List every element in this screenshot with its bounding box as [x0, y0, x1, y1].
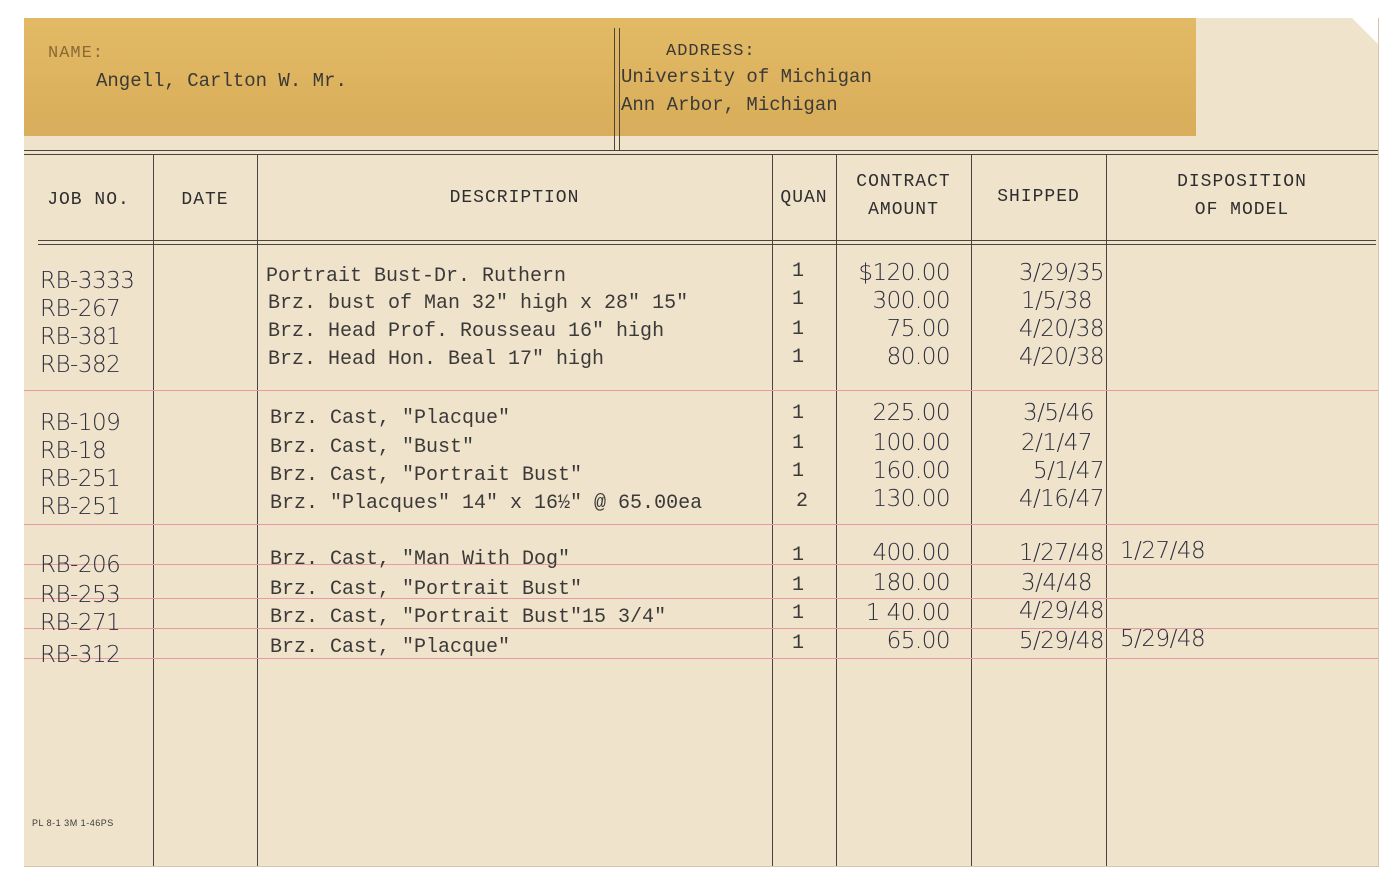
disposition-date: 5/29/48	[1120, 626, 1206, 652]
col-head-job: JOB NO.	[47, 190, 130, 210]
col-divider-amount	[971, 154, 972, 866]
quantity: 1	[792, 460, 805, 483]
index-card	[24, 18, 1379, 867]
description: Brz. Cast, "Placque"	[270, 636, 511, 659]
shipped-date: 4/20/38	[1018, 316, 1104, 342]
description: Brz. Cast, "Portrait Bust"	[270, 464, 583, 487]
job-number: RB-18	[40, 438, 107, 464]
col-head-disposition-line2: OF MODEL	[1194, 200, 1290, 220]
shipped-date: 1/5/38	[1020, 288, 1092, 314]
shipped-date: 5/29/48	[1018, 628, 1104, 654]
header-divider	[614, 28, 615, 150]
address-line-1: University of Michigan	[621, 66, 872, 88]
column-rule-2	[38, 244, 1376, 245]
col-divider-date	[257, 154, 258, 866]
contract-amount: 160.00	[872, 458, 950, 484]
description: Brz. Head Prof. Rousseau 16" high	[268, 320, 665, 343]
header-rule	[24, 150, 1378, 151]
form-code: PL 8-1 3M 1-46PS	[32, 818, 114, 828]
red-rule	[24, 524, 1378, 525]
contract-amount: 75.00	[886, 316, 950, 342]
contract-amount: 1 40.00	[865, 600, 950, 626]
col-head-contract-line2: AMOUNT	[868, 200, 939, 220]
name-value: Angell, Carlton W. Mr.	[96, 70, 347, 92]
contract-amount: 100.00	[872, 430, 950, 456]
col-head-date: DATE	[181, 190, 229, 210]
description: Brz. Cast, "Portrait Bust"15 3/4"	[270, 606, 667, 629]
header-rule-2	[24, 154, 1378, 155]
job-number: RB-267	[40, 296, 121, 322]
contract-amount: 300.00	[872, 288, 950, 314]
description: Brz. Head Hon. Beal 17" high	[268, 348, 605, 371]
header-divider-2	[619, 28, 620, 150]
red-rule	[24, 564, 1378, 565]
address-label: ADDRESS:	[666, 42, 756, 61]
quantity: 1	[792, 260, 805, 283]
quantity: 1	[792, 574, 805, 597]
shipped-date: 2/1/47	[1020, 430, 1092, 456]
red-rule	[24, 390, 1378, 391]
col-divider-shipped	[1106, 154, 1107, 866]
quantity: 1	[792, 632, 805, 655]
name-label: NAME:	[48, 44, 105, 63]
job-number: RB-206	[40, 552, 121, 578]
description: Brz. Cast, "Man With Dog"	[270, 548, 571, 571]
col-head-contract-line1: CONTRACT	[856, 172, 951, 192]
contract-amount: 80.00	[886, 344, 950, 370]
contract-amount: 400.00	[872, 540, 950, 566]
red-rule	[24, 658, 1378, 659]
contract-amount: 65.00	[886, 628, 950, 654]
contract-amount: 130.00	[872, 486, 950, 512]
col-head-disposition	[1106, 168, 1378, 224]
description: Brz. bust of Man 32" high x 28" 15"	[268, 292, 689, 315]
shipped-date: 1/27/48	[1018, 540, 1104, 566]
description: Brz. Cast, "Portrait Bust"	[270, 578, 583, 601]
quantity: 1	[792, 432, 805, 455]
shipped-date: 3/29/35	[1018, 260, 1104, 286]
col-divider-quan	[836, 154, 837, 866]
shipped-date: 4/29/48	[1018, 598, 1104, 624]
quantity: 1	[792, 288, 805, 311]
shipped-date: 4/20/38	[1018, 344, 1104, 370]
description: Brz. Cast, "Placque"	[270, 407, 511, 430]
description: Portrait Bust-Dr. Ruthern	[266, 265, 567, 288]
contract-amount: 225.00	[872, 400, 950, 426]
col-head-disposition-line1: DISPOSITION	[1177, 172, 1307, 192]
job-number: RB-271	[40, 610, 121, 636]
job-number: RB-382	[40, 352, 121, 378]
quantity: 1	[792, 602, 805, 625]
job-number: RB-253	[40, 582, 121, 608]
col-divider-job	[153, 154, 154, 866]
quantity: 1	[792, 346, 805, 369]
quantity: 2	[796, 490, 809, 513]
description: Brz. "Placques" 14" x 16½" @ 65.00ea	[270, 492, 703, 515]
job-number: RB-109	[40, 410, 121, 436]
disposition-date: 1/27/48	[1120, 538, 1206, 564]
shipped-date: 4/16/47	[1018, 486, 1104, 512]
job-number: RB-3333	[40, 268, 135, 294]
job-number: RB-251	[40, 494, 121, 520]
contract-amount: $120.00	[858, 260, 950, 286]
job-number: RB-312	[40, 642, 121, 668]
description: Brz. Cast, "Bust"	[270, 436, 475, 459]
shipped-date: 5/1/47	[1032, 458, 1104, 484]
col-divider-desc	[772, 154, 773, 866]
quantity: 1	[792, 402, 805, 425]
quantity: 1	[792, 544, 805, 567]
job-number: RB-381	[40, 324, 121, 350]
address-line-2: Ann Arbor, Michigan	[621, 94, 838, 116]
shipped-date: 3/5/46	[1022, 400, 1094, 426]
quantity: 1	[792, 318, 805, 341]
column-rule	[38, 240, 1376, 241]
contract-amount: 180.00	[872, 570, 950, 596]
job-number: RB-251	[40, 466, 121, 492]
col-head-contract	[836, 168, 971, 224]
red-rule	[24, 598, 1378, 599]
shipped-date: 3/4/48	[1020, 570, 1092, 596]
col-head-quan: QUAN	[780, 188, 828, 208]
col-head-description: DESCRIPTION	[449, 188, 580, 208]
col-head-shipped: SHIPPED	[997, 187, 1080, 207]
